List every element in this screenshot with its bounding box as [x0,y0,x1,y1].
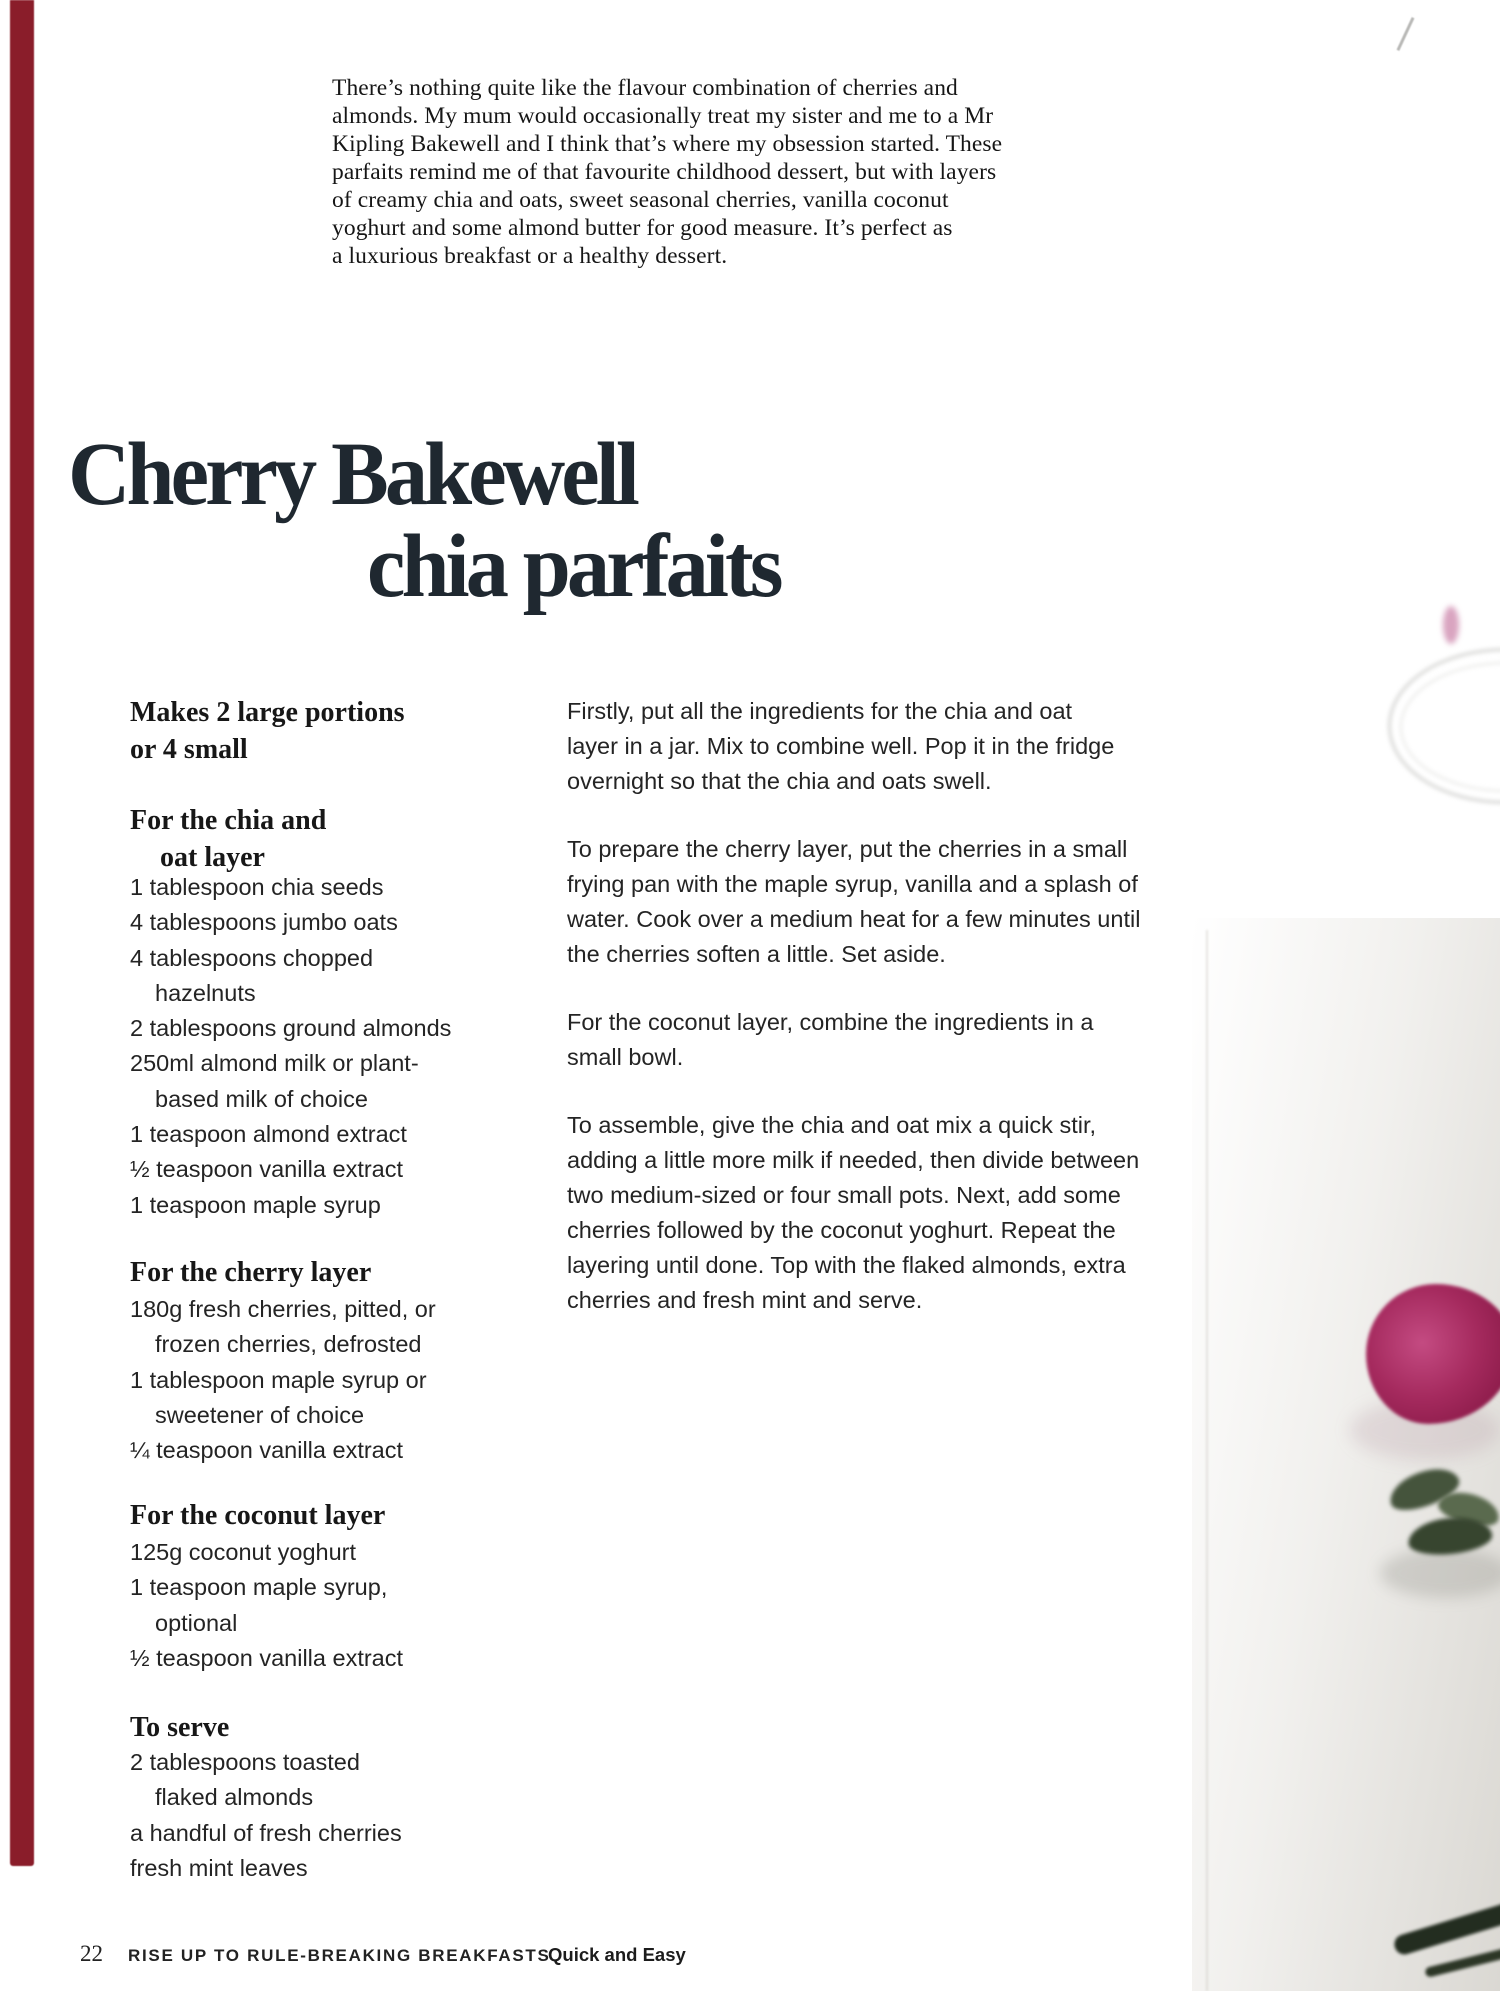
section-header-cherry-layer [130,1254,371,1291]
text-line: layering until done. Top with the flaked almonds, extra [567,1252,1126,1278]
text-line: a luxurious breakfast or a healthy dessert. [332,243,728,269]
ingredient-item [130,1152,475,1187]
text-line: adding a little more milk if needed, then divide between [567,1147,1140,1173]
ingredient-item [130,1745,475,1816]
footer-book-title: RISE UP TO RULE-BREAKING BREAKFASTS [128,1946,551,1965]
ingredient-item [130,1570,475,1641]
ingredient-list-cherry-layer [130,1292,475,1468]
text-line: 1 teaspoon almond extract [130,1121,407,1148]
text-line: For the coconut layer [130,1500,386,1531]
text-line: 2 tablespoons ground almonds [130,1015,452,1042]
text-line: 1 teaspoon maple syrup, [130,1574,388,1601]
text-line: yoghurt and some almond butter for good measure. It’s perfect as [332,215,953,241]
text-line: 180g fresh cherries, pitted, or [130,1296,436,1322]
text-line: cherries and fresh mint and serve. [567,1287,923,1313]
recipe-title-line-1: Cherry Bakewell [68,425,636,524]
text-line: Makes 2 large portions [130,697,405,728]
text-line: a handful of fresh cherries [130,1819,402,1846]
text-line: 1 teaspoon maple syrup [130,1191,381,1218]
section-header-chia-oat-layer [130,802,326,876]
text-line: small bowl. [567,1044,684,1070]
page-number: 22 [80,1941,103,1966]
text-line: 4 tablespoons jumbo oats [130,909,398,936]
method-instructions [567,694,1207,1351]
text-line: overnight so that the chia and oats swell. [567,768,992,794]
ingredient-item [130,1046,475,1117]
page-edge-color-bar [10,0,34,1866]
text-line: sweetener of choice [155,1401,365,1428]
ingredient-item [130,870,475,905]
text-line: 250ml almond milk or plant- [130,1050,419,1077]
text-line: water. Cook over a medium heat for a few minutes until [567,906,1141,932]
photo-pink-smudge [1443,606,1459,644]
text-line: 4 tablespoons chopped [130,944,374,971]
scan-artifact-mark [1397,17,1415,51]
method-paragraph [567,832,1207,972]
text-line: fresh mint leaves [130,1854,308,1881]
text-line: For the cherry layer [130,1257,372,1288]
text-line: oat layer [160,842,265,873]
ingredient-item [130,1433,475,1468]
method-paragraph [567,694,1207,799]
ingredient-item [130,1535,475,1570]
text-line: or 4 small [130,734,248,765]
text-line: 1 tablespoon chia seeds [130,874,384,900]
text-line: 125g coconut yoghurt [130,1539,357,1565]
yield-note [130,694,405,768]
text-line: flaked almonds [155,1784,314,1811]
text-line: Kipling Bakewell and I think that’s where my obsession started. These [332,131,1003,157]
intro-paragraph [332,74,1002,270]
text-line: 2 tablespoons toasted [130,1749,360,1775]
text-line: hazelnuts [155,979,256,1006]
ingredient-item [130,1011,475,1046]
photo-page-seam [1206,930,1208,1991]
text-line: frozen cherries, defrosted [155,1331,422,1358]
text-line: optional [155,1609,238,1636]
ingredient-item [130,905,475,940]
text-line: ½ teaspoon vanilla extract [130,1156,404,1183]
ingredient-item [130,1641,475,1676]
text-line: layer in a jar. Mix to combine well. Pop it in the fridge [567,733,1115,759]
text-line: For the chia and [130,805,327,836]
text-line: the cherries soften a little. Set aside. [567,941,946,967]
ingredient-item [130,1117,475,1152]
text-line: two medium-sized or four small pots. Next, add some [567,1182,1121,1208]
text-line: cherries followed by the coconut yoghurt. Repeat the [567,1217,1116,1243]
ingredient-item [130,1363,475,1434]
text-line: based milk of choice [155,1085,368,1112]
text-line: ½ teaspoon vanilla extract [130,1644,404,1671]
text-line: parfaits remind me of that favourite childhood dessert, but with layers [332,159,997,185]
text-line: To serve [130,1712,230,1743]
text-line: almonds. My mum would occasionally treat my sister and me to a Mr [332,103,994,129]
ingredient-list-chia-oat-layer [130,870,475,1223]
text-line: 1 tablespoon maple syrup or [130,1366,427,1393]
photo-leaf-shadow [1380,1548,1500,1598]
text-line: For the coconut layer, combine the ingredients in a [567,1009,1094,1035]
method-paragraph [567,1108,1207,1318]
text-line: frying pan with the maple syrup, vanilla and a splash of [567,871,1138,897]
ingredient-list-coconut-layer [130,1535,475,1676]
text-line: of creamy chia and oats, sweet seasonal cherries, vanilla coconut [332,187,949,213]
ingredient-item [130,941,475,1012]
ingredient-item [130,1851,475,1886]
section-header-coconut-layer [130,1497,385,1534]
section-header-to-serve [130,1709,229,1746]
text-line: There’s nothing quite like the flavour combination of cherries and [332,75,958,101]
recipe-title-line-2: chia parfaits [367,517,780,616]
photo-cherry [1366,1284,1500,1424]
text-line: Firstly, put all the ingredients for the chia and oat [567,698,1073,724]
ingredient-item [130,1188,475,1223]
text-line: ¼ teaspoon vanilla extract [130,1437,404,1464]
text-line: To prepare the cherry layer, put the cherries in a small [567,836,1128,862]
ingredient-item [130,1816,475,1851]
footer-section-label: Quick and Easy [548,1944,686,1965]
method-paragraph [567,1005,1207,1075]
text-line: To assemble, give the chia and oat mix a quick stir, [567,1112,1097,1138]
ingredient-item [130,1292,475,1363]
ingredient-list-to-serve [130,1745,475,1886]
